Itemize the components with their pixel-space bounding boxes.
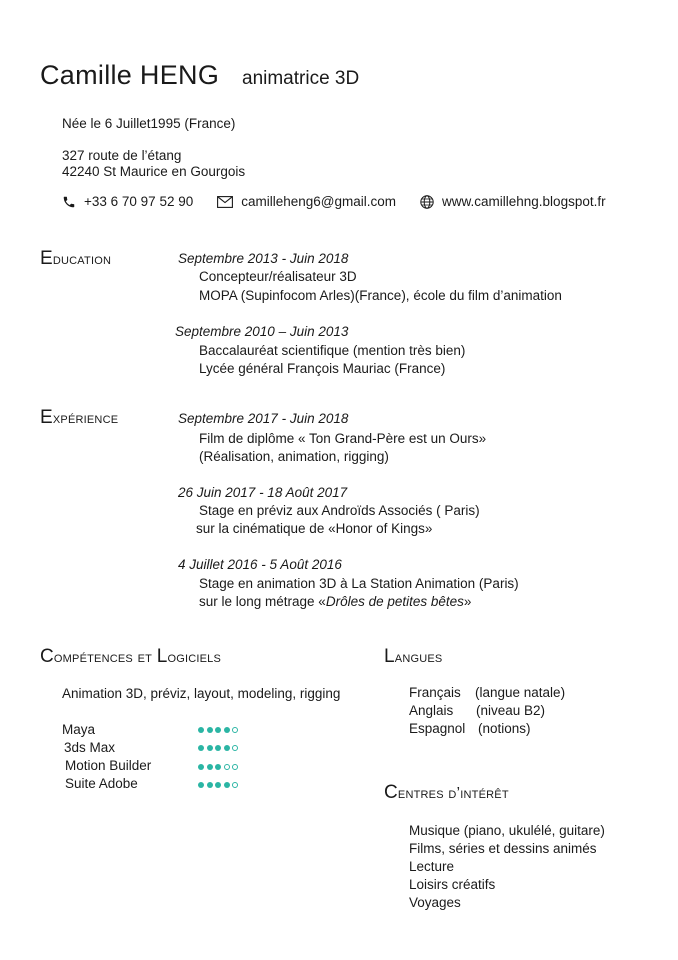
phone-number: +33 6 70 97 52 90 xyxy=(84,194,194,209)
education-date-1: Septembre 2013 - Juin 2018 xyxy=(178,251,349,266)
rating-dot-filled xyxy=(198,745,204,751)
rating-dot-empty xyxy=(232,764,238,770)
email-address: camilleheng6@gmail.com xyxy=(241,194,397,209)
interest-item-1: Musique (piano, ukulélé, guitare) xyxy=(409,823,605,838)
phone-icon xyxy=(62,195,76,209)
rating-dot-filled xyxy=(198,764,204,770)
rating-dot-filled xyxy=(207,764,213,770)
rating-dot-filled xyxy=(207,782,213,788)
experience-line2-1: (Réalisation, animation, rigging) xyxy=(199,449,389,464)
education-title-2: Baccalauréat scientifique (mention très bien) xyxy=(199,343,466,358)
skill-rating-3 xyxy=(198,764,241,770)
candidate-name: Camille HENG xyxy=(40,60,220,90)
rating-dot-empty xyxy=(224,764,230,770)
language-name-3: Espagnol xyxy=(409,721,466,736)
section-title-languages: Langues xyxy=(384,646,443,667)
software-name-1: Maya xyxy=(62,722,96,737)
language-level-3: (notions) xyxy=(478,721,531,736)
rating-dot-filled xyxy=(198,782,204,788)
skill-rating-1 xyxy=(198,727,241,733)
experience-line1-1: Film de diplôme « Ton Grand-Père est un Ours» xyxy=(199,431,487,446)
language-name-2: Anglais xyxy=(409,703,454,718)
interest-item-4: Loisirs créatifs xyxy=(409,877,496,892)
education-title-1: Concepteur/réalisateur 3D xyxy=(199,269,357,284)
address-line-1: 327 route de l’étang xyxy=(62,148,182,163)
experience-line2-2: sur la cinématique de «Honor of Kings» xyxy=(196,521,433,536)
rating-dot-filled xyxy=(215,782,221,788)
web-contact[interactable] xyxy=(420,194,606,209)
interest-item-3: Lecture xyxy=(409,859,455,874)
birth-info: Née le 6 Juillet1995 (France) xyxy=(62,116,236,131)
address-line-2: 42240 St Maurice en Gourgois xyxy=(62,164,246,179)
section-title-skills: Compétences et Logiciels xyxy=(40,646,222,667)
experience-line1-3: Stage en animation 3D à La Station Animation (Paris) xyxy=(199,576,519,591)
rating-dot-empty xyxy=(232,727,238,733)
experience-date-1: Septembre 2017 - Juin 2018 xyxy=(178,411,349,426)
rating-dot-empty xyxy=(232,782,238,788)
experience-date-3: 4 Juillet 2016 - 5 Août 2016 xyxy=(178,557,342,572)
section-title-experience: Expérience xyxy=(40,407,119,428)
contact-row xyxy=(62,194,630,209)
education-detail-1: MOPA (Supinfocom Arles)(France), école du film d’animation xyxy=(199,288,562,303)
website-url: www.camillehng.blogspot.fr xyxy=(442,194,606,209)
software-name-3: Motion Builder xyxy=(65,758,152,773)
candidate-role: animatrice 3D xyxy=(242,68,360,89)
skills-summary: Animation 3D, préviz, layout, modeling, rigging xyxy=(62,686,341,701)
experience-line1-2: Stage en préviz aux Androïds Associés ( Paris) xyxy=(199,503,480,518)
email-contact[interactable] xyxy=(217,194,396,209)
phone-contact[interactable] xyxy=(62,194,193,209)
rating-dot-filled xyxy=(224,745,230,751)
experience-date-2: 26 Juin 2017 - 18 Août 2017 xyxy=(178,485,348,500)
section-title-interests: Centres d’intérêt xyxy=(384,782,509,803)
rating-dot-filled xyxy=(224,782,230,788)
language-level-1: (langue natale) xyxy=(475,685,566,700)
section-title-education: Education xyxy=(40,248,112,269)
rating-dot-filled xyxy=(215,745,221,751)
rating-dot-filled xyxy=(207,745,213,751)
rating-dot-filled xyxy=(215,764,221,770)
software-name-2: 3ds Max xyxy=(64,740,116,755)
experience-line2-3: sur le long métrage «Drôles de petites bêtes» xyxy=(199,594,472,609)
rating-dot-filled xyxy=(224,727,230,733)
globe-icon xyxy=(420,195,434,209)
skill-rating-2 xyxy=(198,745,241,751)
envelope-icon xyxy=(217,196,233,208)
rating-dot-filled xyxy=(207,727,213,733)
education-date-2: Septembre 2010 – Juin 2013 xyxy=(175,324,349,339)
interest-item-2: Films, séries et dessins animés xyxy=(409,841,597,856)
interest-item-5: Voyages xyxy=(409,895,461,910)
rating-dot-empty xyxy=(232,745,238,751)
skill-rating-4 xyxy=(198,782,241,788)
rating-dot-filled xyxy=(198,727,204,733)
language-level-2: (niveau B2) xyxy=(476,703,546,718)
language-name-1: Français xyxy=(409,685,461,700)
rating-dot-filled xyxy=(215,727,221,733)
education-detail-2: Lycée général François Mauriac (France) xyxy=(199,361,446,376)
software-name-4: Suite Adobe xyxy=(65,776,138,791)
